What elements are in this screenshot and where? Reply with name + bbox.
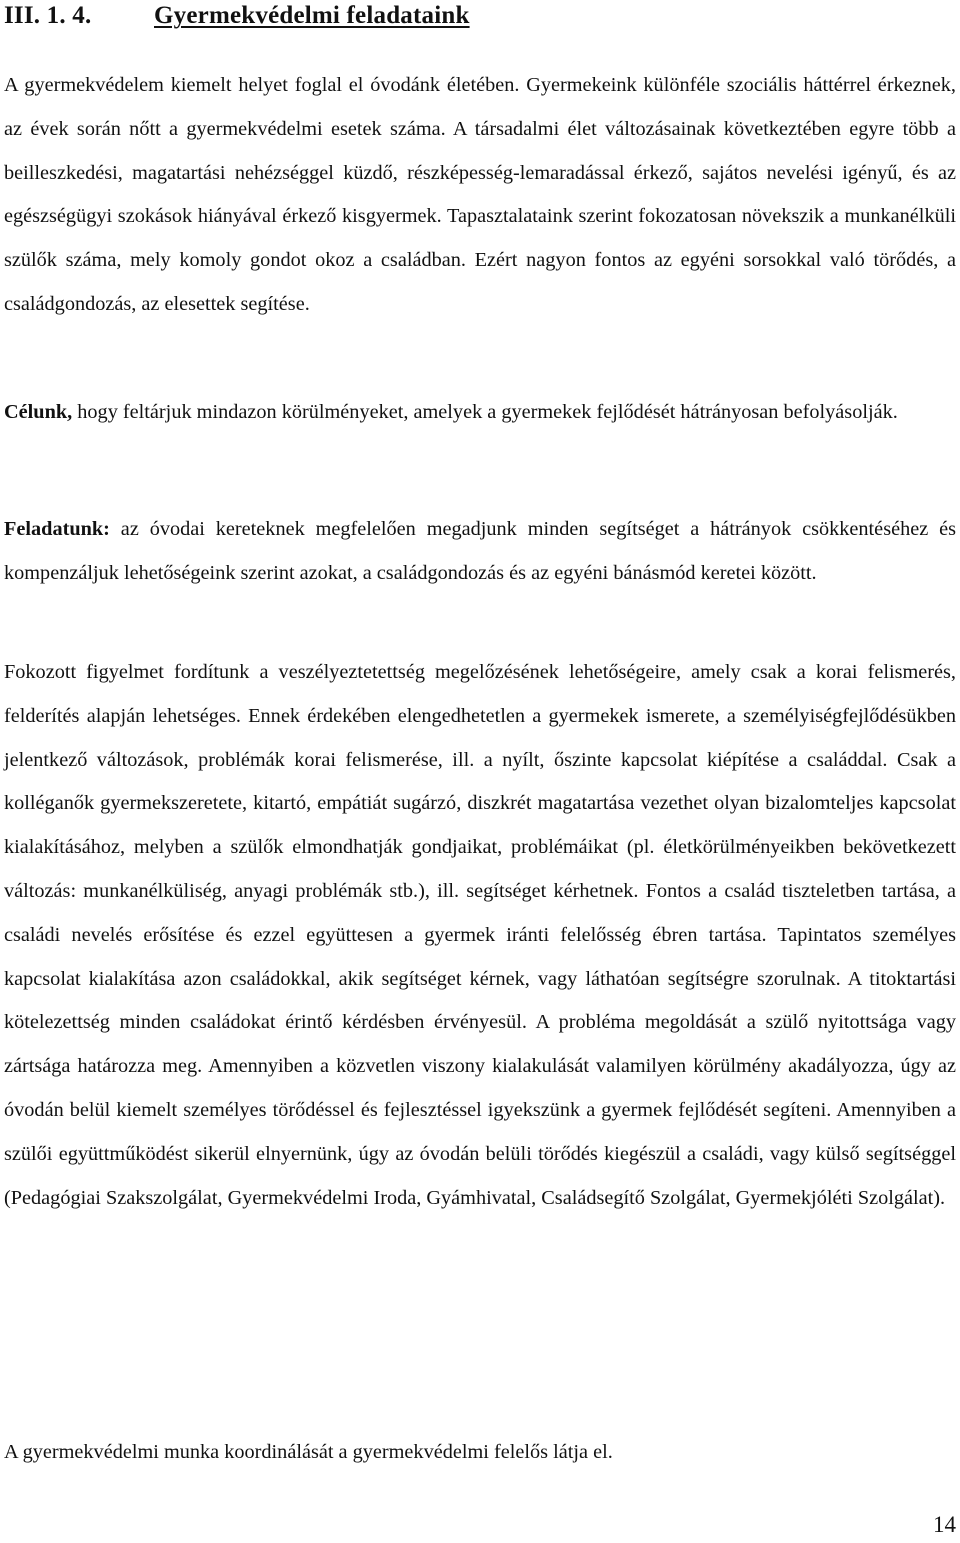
attention-paragraph: Fokozott figyelmet fordítunk a veszélyeztetettség megelőzésének lehetőségeire, amely csak a korai felismerés, felderítés alapján lehetséges. Ennek érdekében elengedhetetlen a gyermekek ismerete, a személyiségfejlődésükben jelentkező változások, problémák korai felismerése, ill. a nyílt, őszinte kapcsolat kiépítése a családdal. Csak a kolléganők gyermekszeretete, kitartó, empátiát sugárzó, diszkrét magatartása vezethet olyan bizalomteljes kapcsolat kialakításához, melyben a szülők elmondhatják gondjaikat, problémáikat (pl. életkörülményeikben bekövetkezett változás: munkanélküliség, anyagi problémák stb.), ill. segítséget kérhetnek. Fontos a család tiszteletben tartása, a családi nevelés erősítése és ezzel együttesen a gyermek iránti felelősség ébren tartása. Tapintatos személyes kapcsolat kialakítása azon családokkal, akik segítséget kérnek, vagy láthatóan segítségre szorulnak. A titoktartási kötelezettség minden családokat érintő kérdésben érvényesül. A probléma megoldását a szülő nyitottsága vagy zártsága határozza meg. Amennyiben a közvetlen viszony kialakulását valamilyen körülmény akadályozza, úgy az óvodán belül kiemelt személyes törődéssel és fejlesztéssel igyekszünk a gyermek fejlődését segíteni. Amennyiben a szülői együttműködést sikerül elnyernünk, úgy az óvodán belüli törődés kiegészül a családi, vagy külső segítséggel (Pedagógiai Szakszolgálat, Gyermekvédelmi Iroda, Gyámhivatal, Családsegítő Szolgálat, Gyermekjóléti Szolgálat). <box>4 661 956 1209</box>
section-title: Gyermekvédelmi feladataink <box>154 2 470 29</box>
goal-lead: Célunk, <box>4 401 73 423</box>
goal-paragraph <box>4 391 956 435</box>
task-lead: Feladatunk: <box>4 518 110 540</box>
task-text: az óvodai kereteknek megfelelően megadjunk minden segítséget a hátrányok csökkentéséhez és kompenzáljuk lehetőségeink szerint azokat, a családgondozás és az egyéni bánásmód keretei között. <box>4 518 956 584</box>
section-number: III. 1. 4. <box>4 2 92 29</box>
intro-paragraph: A gyermekvédelem kiemelt helyet foglal el óvodánk életében. Gyermekeink különféle szociális háttérrel érkeznek, az évek során nőtt a gyermekvédelmi esetek száma. A társadalmi élet változásainak következtében egyre több a beilleszkedési, magatartási nehézséggel küzdő, részképesség-lemaradással érkező, sajátos nevelési igényű, és az egészségügyi szokások hiányával érkező kisgyermek. Tapasztalataink szerint fokozatosan növekszik a munkanélküli szülők száma, mely komoly gondot okoz a családban. Ezért nagyon fontos az egyéni sorsokkal való törődés, a családgondozás, az elesettek segítése. <box>4 74 956 315</box>
task-paragraph <box>4 508 956 596</box>
goal-text: hogy feltárjuk mindazon körülményeket, amelyek a gyermekek fejlődését hátrányosan befolyásolják. <box>72 401 898 423</box>
page-number: 14 <box>933 1512 956 1537</box>
coordination-paragraph: A gyermekvédelmi munka koordinálását a gyermekvédelmi felelős látja el. <box>4 1441 613 1463</box>
section-heading <box>4 2 470 30</box>
